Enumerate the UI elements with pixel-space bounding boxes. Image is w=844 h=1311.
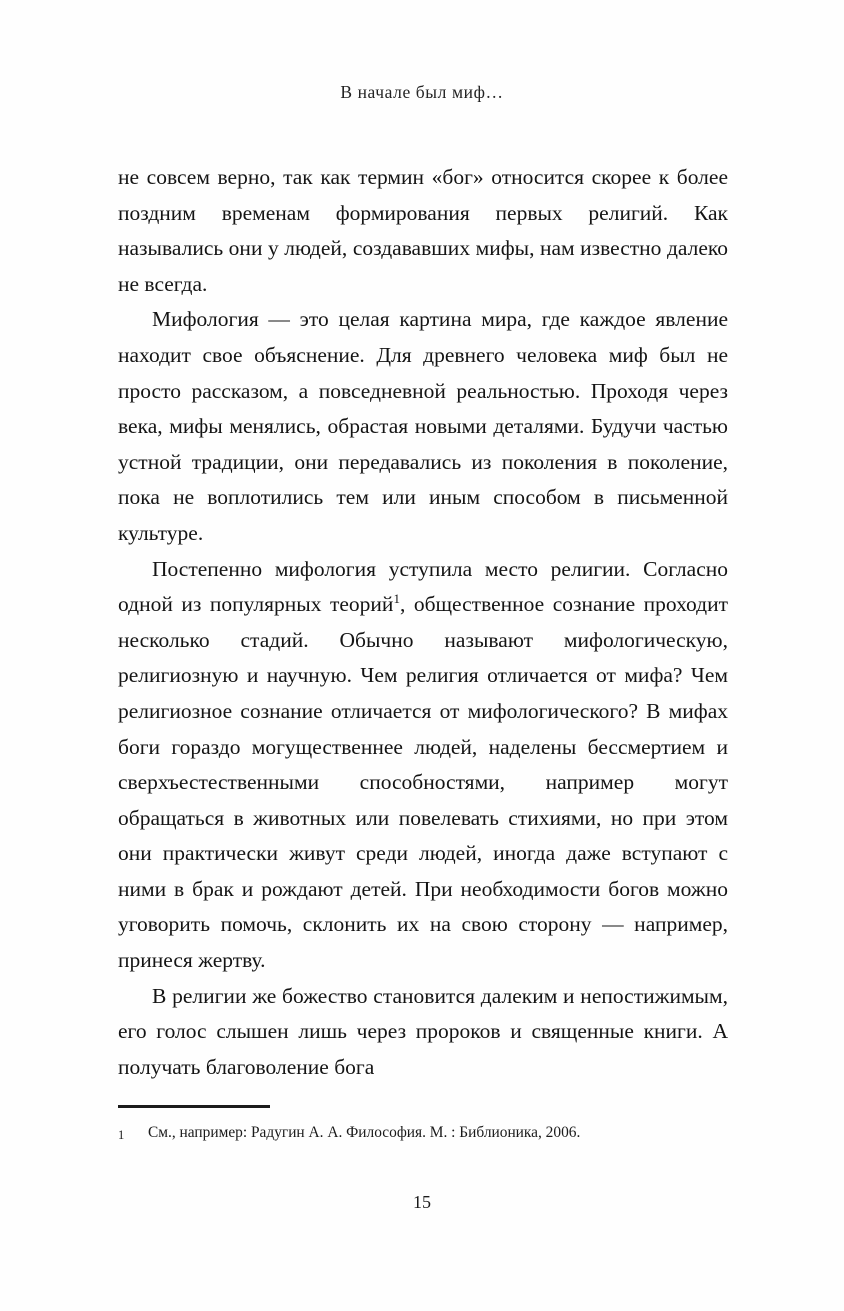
body-text <box>118 160 728 1085</box>
paragraph-3-text-before-note: Постепенно мифология уступила место религии. Согласно одной из популярных теорий <box>118 556 728 617</box>
footnote-marker[interactable]: 1 <box>393 590 400 606</box>
footnote <box>118 1122 730 1146</box>
paragraph-2: Мифология — это целая картина мира, где каждое явление находит свое объяснение. Для древнего человека миф был не просто рассказом, а повседневной реальностью. Проходя через века, мифы менялись, обрастая новыми деталями. Будучи частью устной традиции, они передавались из поколения в поколение, пока не воплотились тем или иным способом в письменной культуре. <box>118 307 728 545</box>
page-number: 15 <box>413 1192 431 1212</box>
paragraph-3 <box>118 552 728 979</box>
running-head: В начале был миф… <box>340 82 504 102</box>
footnote-separator <box>118 1105 270 1108</box>
paragraph-4: В религии же божество становится далеким и непостижимым, его голос слышен лишь через пророков и священные книги. А получать благоволение бога <box>118 983 728 1079</box>
paragraph-1: не совсем верно, так как термин «бог» относится скорее к более поздним временам формирования первых религий. Как назывались они у людей, создававших мифы, нам известно далеко не всегда. <box>118 165 728 296</box>
footnote-text: См., например: Радугин А. А. Философия. М. : Библионика, 2006. <box>148 1124 581 1141</box>
paragraph-3-text-after-note: , общественное сознание проходит несколько стадий. Обычно называют мифологическую, религиозную и научную. Чем религия отличается от мифа? Чем религиозное сознание отличается от мифологического? В мифах боги гораздо могущественнее людей, наделены бессмертием и сверхъестественными способностями, например могут обращаться в животных или повелевать стихиями, но при этом они практически живут среди людей, иногда даже вступают с ними в брак и рождают детей. При необходимости богов можно уговорить помочь, склонить их на свою сторону — например, принеся жертву. <box>118 592 728 973</box>
footnote-number: 1 <box>118 1128 125 1142</box>
